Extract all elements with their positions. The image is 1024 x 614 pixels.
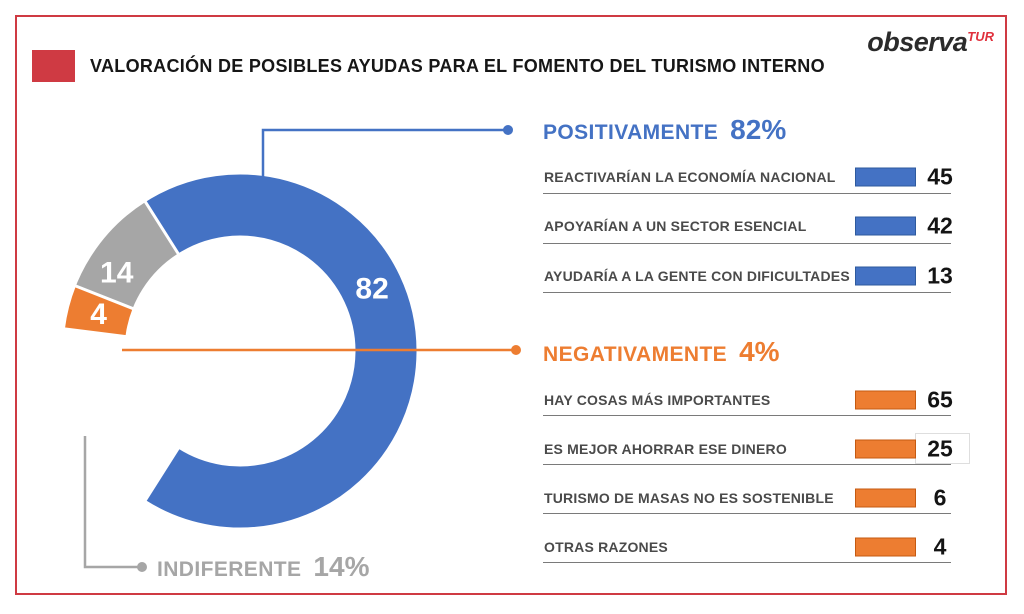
leader-dot-negative <box>511 345 521 355</box>
brand-name: observa <box>867 27 968 57</box>
row-label: HAY COSAS MÁS IMPORTANTES <box>544 391 771 408</box>
row-value: 45 <box>927 163 953 189</box>
bar-icon-positive <box>855 167 916 186</box>
row-label: OTRAS RAZONES <box>544 538 668 555</box>
breakdown-row-positive-2 <box>543 210 951 244</box>
row-value: 25 <box>927 435 953 461</box>
breakdown-row-negative-1 <box>543 384 951 416</box>
breakdown-row-negative-3 <box>543 482 951 514</box>
negative-breakdown-list <box>543 384 951 580</box>
heading-negative <box>543 336 780 368</box>
heading-neutral-label: INDIFERENTE <box>157 558 302 581</box>
row-value: 4 <box>933 533 947 559</box>
bar-icon-negative <box>855 390 916 409</box>
breakdown-row-positive-1 <box>543 160 951 194</box>
brand-suffix: TUR <box>967 29 994 44</box>
breakdown-row-negative-2 <box>543 433 951 465</box>
breakdown-row-positive-3 <box>543 259 951 293</box>
breakdown-row-negative-4 <box>543 531 951 563</box>
heading-negative-label: NEGATIVAMENTE <box>543 343 728 366</box>
bar-icon-positive <box>855 266 916 285</box>
row-label: ES MEJOR AHORRAR ESE DINERO <box>544 440 787 457</box>
page-title: VALORACIÓN DE POSIBLES AYUDAS PARA EL FOMENTO DEL TURISMO INTERNO <box>90 56 825 76</box>
heading-positive-label: POSITIVAMENTE <box>543 121 719 144</box>
heading-positive <box>543 114 786 146</box>
row-value: 42 <box>927 212 953 239</box>
heading-positive-pct: 82% <box>730 114 787 145</box>
row-label: AYUDARÍA A LA GENTE CON DIFICULTADES <box>544 267 850 284</box>
donut-value-label-positive: 82 <box>355 272 389 306</box>
leader-dot-positive <box>503 125 513 135</box>
row-label: APOYARÍAN A UN SECTOR ESENCIAL <box>544 218 807 234</box>
positive-breakdown-list <box>543 160 951 309</box>
bar-icon-negative <box>855 537 916 556</box>
leader-line-neutral <box>85 436 138 567</box>
leader-line-positive <box>263 130 504 178</box>
leader-dot-neutral <box>137 562 147 572</box>
heading-negative-pct: 4% <box>739 336 780 367</box>
bar-icon-negative <box>855 488 916 507</box>
heading-neutral <box>157 551 369 583</box>
bar-icon-negative <box>855 439 916 458</box>
bar-icon-positive <box>855 217 916 236</box>
row-value: 13 <box>927 262 953 288</box>
heading-neutral-pct: 14% <box>313 551 370 582</box>
row-value: 6 <box>933 484 947 510</box>
row-label: REACTIVARÍAN LA ECONOMÍA NACIONAL <box>544 168 836 185</box>
row-label: TURISMO DE MASAS NO ES SOSTENIBLE <box>544 489 834 506</box>
donut-value-label-negative: 4 <box>90 298 107 332</box>
row-value: 65 <box>927 386 953 412</box>
donut-value-label-neutral: 14 <box>100 256 134 290</box>
